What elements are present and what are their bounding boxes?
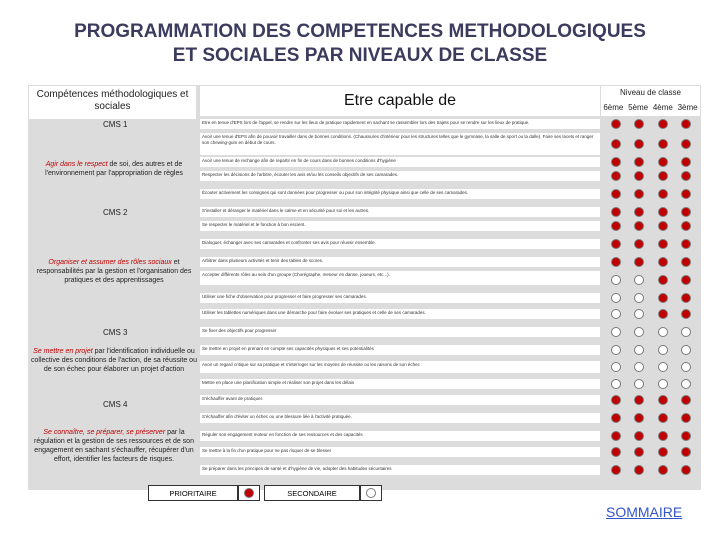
level-dots: [604, 157, 698, 167]
level-dot-icon: [611, 379, 621, 389]
level-dot-icon: [634, 275, 644, 285]
level-dots: [604, 119, 698, 129]
header-niveau-label: Niveau de classe: [620, 88, 681, 97]
level-dot-icon: [658, 189, 668, 199]
capacity-row-text: Mettre en place une planification simple et réaliser son projet dans les délais: [200, 379, 600, 389]
cms-description: [30, 160, 198, 178]
legend: [148, 485, 382, 501]
level-dot-icon: [611, 447, 621, 457]
cms-description: [30, 258, 198, 285]
level-dots: [604, 431, 698, 441]
level-dot-icon: [611, 465, 621, 475]
level-dots: [604, 293, 698, 303]
level-dot-icon: [681, 119, 691, 129]
header-competences: Compétences méthodologiques et sociales: [29, 86, 196, 119]
level-dots: [604, 239, 698, 249]
level-dot-icon: [611, 157, 621, 167]
page-title-line-2: ET SOCIALES PAR NIVEAUX DE CLASSE: [172, 45, 548, 66]
level-dot-icon: [681, 257, 691, 267]
level-dots: [604, 189, 698, 199]
level-dot-icon: [634, 157, 644, 167]
level-dots: [604, 309, 698, 319]
level-dot-icon: [611, 327, 621, 337]
level-dot-icon: [634, 189, 644, 199]
level-dots: [604, 275, 698, 285]
level-dot-icon: [681, 309, 691, 319]
level-dot-icon: [611, 395, 621, 405]
level-dot-icon: [658, 309, 668, 319]
capacity-row-text: Avoir un regard critique sur sa pratique et s'interroger sur les moyens de réussite ou les raisons de son échec: [200, 361, 600, 373]
level-dot-icon: [611, 293, 621, 303]
cms-description-text: par l'identification individuelle ou collective des conditions de l'action, de sa réussite ou de son échec pour élaborer un projet d'action: [31, 348, 197, 373]
level-dot-icon: [634, 171, 644, 181]
level-dot-icon: [634, 139, 644, 149]
level-dots: [604, 345, 698, 355]
level-dot-icon: [681, 207, 691, 217]
level-dot-icon: [658, 171, 668, 181]
level-dot-icon: [658, 275, 668, 285]
level-dot-icon: [634, 362, 644, 372]
capacity-row-text: Etre en tenue d'EPS lors de l'appel, se rendre sur les lieux de pratique rapidement en sachant se rassembler lors des trajets pour se rendre sur les lieux de pratique.: [200, 119, 600, 129]
level-dot-icon: [611, 171, 621, 181]
level-dot-icon: [681, 171, 691, 181]
level-dot-icon: [658, 395, 668, 405]
level-dot-icon: [611, 362, 621, 372]
legend-secondary-label: SECONDAIRE: [264, 485, 360, 501]
level-dot-icon: [658, 239, 668, 249]
level-dot-icon: [681, 157, 691, 167]
level-dot-icon: [634, 395, 644, 405]
level-dot-icon: [611, 221, 621, 231]
level-dot-icon: [681, 413, 691, 423]
level-dot-icon: [658, 327, 668, 337]
page-title: [0, 20, 720, 68]
level-dot-icon: [681, 221, 691, 231]
level-dot-icon: [658, 139, 668, 149]
level-dot-icon: [681, 362, 691, 372]
level-dot-icon: [634, 207, 644, 217]
level-dots: [604, 327, 698, 337]
cms-description-highlight: Agir dans le respect: [45, 161, 108, 168]
level-dot-icon: [681, 275, 691, 285]
level-dot-icon: [611, 239, 621, 249]
level-dot-icon: [634, 327, 644, 337]
level-dot-icon: [634, 293, 644, 303]
level-dot-icon: [634, 309, 644, 319]
level-dot-icon: [634, 379, 644, 389]
level-dots: [604, 207, 698, 217]
page-title-line-1: PROGRAMMATION DES COMPETENCES METHODOLOGIQUES: [74, 21, 646, 42]
cms-description-highlight: Se mettre en projet: [33, 348, 93, 355]
level-dot-icon: [611, 119, 621, 129]
capacity-row-text: S'échauffer avant de pratiquer.: [200, 395, 600, 405]
level-dot-icon: [681, 189, 691, 199]
capacity-row-text: Réguler son engagement moteur en fonction de ses ressources et des capacités: [200, 431, 600, 441]
level-dot-icon: [658, 293, 668, 303]
cms-description-highlight: Se connaître, se préparer, se préserver: [43, 429, 166, 436]
level-dot-icon: [611, 413, 621, 423]
level-dot-icon: [681, 139, 691, 149]
cms-description-text: de soi, des autres et de l'environnement par l'appropriation de règles: [45, 161, 183, 177]
cms-description-text: par la régulation et la gestion de ses ressources et de son engagement en sachant s'échauffer, récupérer d'un effort, identifier les facteurs de risques.: [34, 429, 194, 463]
level-dots: [604, 379, 698, 389]
capacity-row-text: Utiliser les tablettes numériques dans une démarche pour faire évoluer ses pratiques et celle de ses camarades.: [200, 309, 600, 319]
capacity-row-text: Arbitrer dans plusieurs activités et tenir des tables de scores.: [200, 257, 600, 267]
level-dot-icon: [681, 327, 691, 337]
level-dot-icon: [634, 221, 644, 231]
level-dot-icon: [681, 345, 691, 355]
level-dots: [604, 413, 698, 423]
level-dots: [604, 465, 698, 475]
level-dots: [604, 139, 698, 149]
level-dot-icon: [658, 413, 668, 423]
capacity-row-text: Se mettre à la fin d'un pratique pour ne pas risquer de se blesser: [200, 447, 600, 457]
legend-priority-label: PRIORITAIRE: [148, 485, 238, 501]
level-dot-icon: [658, 207, 668, 217]
header-class-6: 6ème: [603, 103, 624, 112]
level-dot-icon: [634, 465, 644, 475]
header-class-3: 3ème: [677, 103, 698, 112]
level-dots: [604, 257, 698, 267]
level-dots: [604, 171, 698, 181]
capacity-row-text: Avoir une tenue d'EPS afin de pouvoir travailler dans de bonnes conditions. (Chaussures d'intérieur pour les structures telles que le gymnase, la salle de sport ou la dalle). Faire ses lacets et ranger son chewing-gum en début de cours.: [200, 133, 600, 155]
cms-description: [30, 347, 198, 374]
sommaire-link[interactable]: SOMMAIRE: [606, 504, 683, 520]
level-dot-icon: [658, 157, 668, 167]
header-class-5: 5ème: [628, 103, 649, 112]
level-dots: [604, 447, 698, 457]
capacity-row-text: Accepter différents rôles au sein d'un groupe (Chorégraphe, meneur en danse, joueurs, etc...).: [200, 271, 600, 285]
capacity-row-text: Écouter activement les consignes qui sont données pour progresser ou pour son intégrité physique ainsi que celle de ses camarades.: [200, 189, 600, 199]
level-dot-icon: [611, 139, 621, 149]
capacity-row-text: Avoir une tenue de rechange afin de repartir en fin de cours dans de bonnes conditions d'hygiène: [200, 157, 600, 167]
level-dot-icon: [658, 447, 668, 457]
capacity-row-text: S'échauffer afin d'éviter un échec ou une blessure liée à l'activité pratiquée.: [200, 413, 600, 423]
level-dot-icon: [681, 431, 691, 441]
level-dot-icon: [681, 465, 691, 475]
level-dot-icon: [658, 362, 668, 372]
legend-priority-swatch: [238, 485, 260, 501]
level-dot-icon: [658, 465, 668, 475]
cms-code: CMS 4: [103, 400, 128, 409]
level-dot-icon: [681, 293, 691, 303]
header-class-4: 4ème: [652, 103, 673, 112]
level-dot-icon: [611, 309, 621, 319]
capacity-row-text: Dialoguer, échanger avec ses camarades et confronter ses avis pour réussir ensemble.: [200, 239, 600, 249]
legend-secondary-swatch: [360, 485, 382, 501]
level-dot-icon: [658, 431, 668, 441]
level-dots: [604, 395, 698, 405]
cms-description: [30, 428, 198, 464]
level-dot-icon: [634, 447, 644, 457]
capacity-row-text: Se préparer dans les principes de santé et d'hygiène de vie, adopter des habitudes sécuritaires: [200, 465, 600, 475]
level-dot-icon: [681, 395, 691, 405]
level-dot-icon: [611, 275, 621, 285]
cms-code: CMS 2: [103, 208, 128, 217]
level-dot-icon: [634, 257, 644, 267]
level-dot-icon: [658, 257, 668, 267]
level-dot-icon: [681, 379, 691, 389]
level-dot-icon: [611, 207, 621, 217]
level-dot-icon: [634, 431, 644, 441]
header-etre-capable: Etre capable de: [200, 86, 600, 116]
level-dot-icon: [634, 239, 644, 249]
cms-code: CMS 3: [103, 328, 128, 337]
level-dot-icon: [611, 345, 621, 355]
level-dot-icon: [611, 189, 621, 199]
priority-dot-icon: [244, 488, 254, 498]
capacity-row-text: Se respecter le matériel et le fonction à bon escient.: [200, 221, 600, 231]
level-dot-icon: [658, 379, 668, 389]
capacity-row-text: Se fixer des objectifs pour progresser: [200, 327, 600, 337]
level-dot-icon: [658, 119, 668, 129]
capacity-row-text: Respecter les décisions de l'arbitre, écouter les avis et/ou les conseils objectifs de ses camarades.: [200, 171, 600, 181]
level-dots: [604, 362, 698, 372]
level-dot-icon: [611, 257, 621, 267]
capacity-row-text: Utiliser une fiche d'observation pour progresser et faire progresser ses camarades.: [200, 293, 600, 303]
secondary-dot-icon: [366, 488, 376, 498]
level-dot-icon: [611, 431, 621, 441]
level-dot-icon: [658, 345, 668, 355]
level-dot-icon: [681, 447, 691, 457]
cms-description-text: et responsabilités par la gestion et l'organisation des pratiques et des apprentissages: [36, 259, 192, 284]
cms-description-highlight: Organiser et assumer des rôles sociaux: [48, 259, 172, 266]
capacity-row-text: S'installer et déranger le matériel dans le calme et en sécurité pour soi et les autres.: [200, 207, 600, 217]
level-dot-icon: [634, 413, 644, 423]
header-niveau: [601, 86, 700, 116]
cms-code: CMS 1: [103, 120, 128, 129]
level-dot-icon: [681, 239, 691, 249]
level-dot-icon: [634, 345, 644, 355]
level-dot-icon: [634, 119, 644, 129]
level-dots: [604, 221, 698, 231]
capacity-row-text: Se mettre en projet en prenant en compte ses capacités physiques et ses potentialités: [200, 345, 600, 355]
level-dot-icon: [658, 221, 668, 231]
